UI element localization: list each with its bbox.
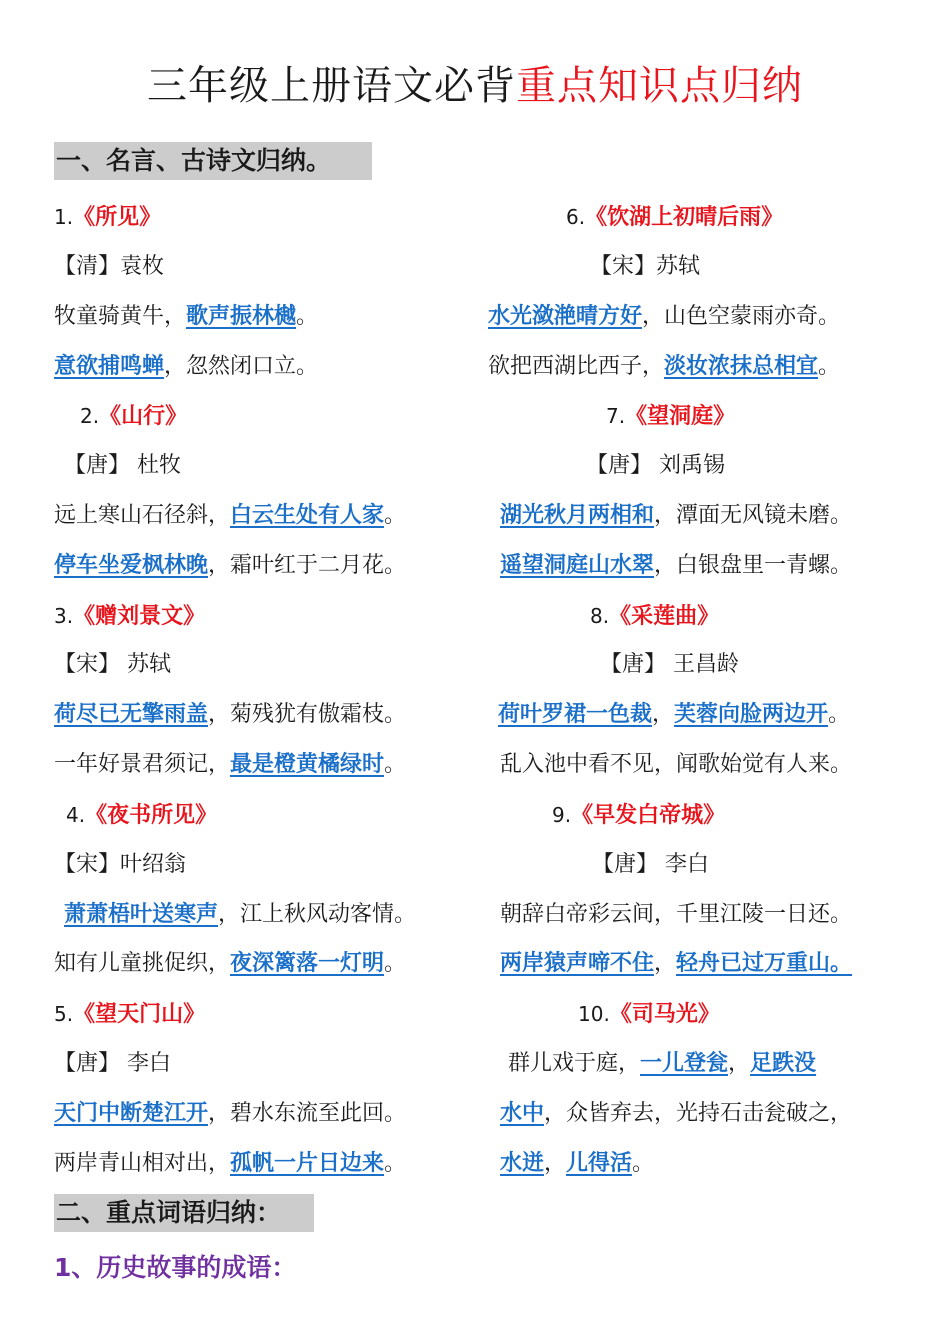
poem-10-title: 10.《司马光》 [578,1002,720,1027]
poem-2-line-2: 停车坐爱枫林晚，霜叶红于二月花。 [54,553,407,578]
poem-6-author: 【宋】苏轼 [590,254,701,279]
poem-9-line-2: 两岸猿声啼不住，轻舟已过万重山。 [500,951,853,976]
poem-4-line-2: 知有儿童挑促织，夜深篱落一灯明。 [54,951,407,976]
poem-5-line-2: 两岸青山相对出，孤帆一片日边来。 [54,1151,407,1176]
subsection-heading-1: 1、历史故事的成语： [54,1253,297,1282]
poem-1-author: 【清】袁枚 [54,254,165,279]
poem-5-author: 【唐】 李白 [54,1051,171,1076]
poem-1-line-2: 意欲捕鸣蝉，忽然闭口立。 [54,354,319,379]
poem-2-line-1: 远上寒山石径斜，白云生处有人家。 [54,503,407,528]
poem-4-line-1: 萧萧梧叶送寒声，江上秋风动客情。 [64,902,417,927]
poem-5-title: 5.《望天门山》 [54,1002,206,1027]
poem-7-author: 【唐】 刘禹锡 [586,453,725,478]
poem-6-line-2: 欲把西湖比西子，淡妆浓抹总相宜。 [488,354,841,379]
poem-2-author: 【唐】 杜牧 [64,453,181,478]
poem-3-author: 【宋】 苏轼 [54,652,171,677]
poem-10-line-1: 群儿戏于庭，一儿登瓮，足跌没 [508,1051,817,1076]
poem-7-line-2: 遥望洞庭山水翠，白银盘里一青螺。 [500,553,853,578]
poem-8-line-2: 乱入池中看不见，闻歌始觉有人来。 [500,752,853,777]
poem-1-line-1: 牧童骑黄牛，歌声振林樾。 [54,304,319,329]
poem-3-line-2: 一年好景君须记，最是橙黄橘绿时。 [54,752,407,777]
title-black: 三年级上册语文必背 [147,63,516,109]
poem-3-title: 3.《赠刘景文》 [54,604,206,629]
poem-9-line-1: 朝辞白帝彩云间，千里江陵一日还。 [500,902,853,927]
poem-7-line-1: 湖光秋月两相和，潭面无风镜未磨。 [500,503,853,528]
poem-8-author: 【唐】 王昌龄 [600,652,739,677]
poem-9-author: 【唐】 李白 [592,852,709,877]
poem-10-line-3: 水迸，儿得活。 [500,1151,655,1176]
poem-6-line-1: 水光潋滟晴方好，山色空蒙雨亦奇。 [488,304,841,329]
poem-1-title: 1.《所见》 [54,205,162,230]
poem-3-line-1: 荷尽已无擎雨盖，菊残犹有傲霜枝。 [54,702,407,727]
poem-8-line-1: 荷叶罗裙一色裁，芙蓉向脸两边开。 [498,702,851,727]
poem-5-line-1: 天门中断楚江开，碧水东流至此回。 [54,1101,407,1126]
page-title [0,54,950,111]
poem-9-title: 9.《早发白帝城》 [552,803,726,828]
poem-6-title: 6.《饮湖上初晴后雨》 [566,205,784,230]
section-heading-1: 一、名言、古诗文归纳。 [54,142,372,180]
section-heading-2: 二、重点词语归纳： [54,1194,314,1232]
poem-7-title: 7.《望洞庭》 [606,404,736,429]
poem-2-title: 2.《山行》 [80,404,188,429]
poem-10-line-2: 水中，众皆弃去，光持石击瓮破之， [500,1101,853,1126]
title-red: 重点知识点归纳 [516,63,803,109]
poem-4-title: 4.《夜书所见》 [66,803,218,828]
poem-8-title: 8.《采莲曲》 [590,604,720,629]
poem-4-author: 【宋】叶绍翁 [54,852,187,877]
